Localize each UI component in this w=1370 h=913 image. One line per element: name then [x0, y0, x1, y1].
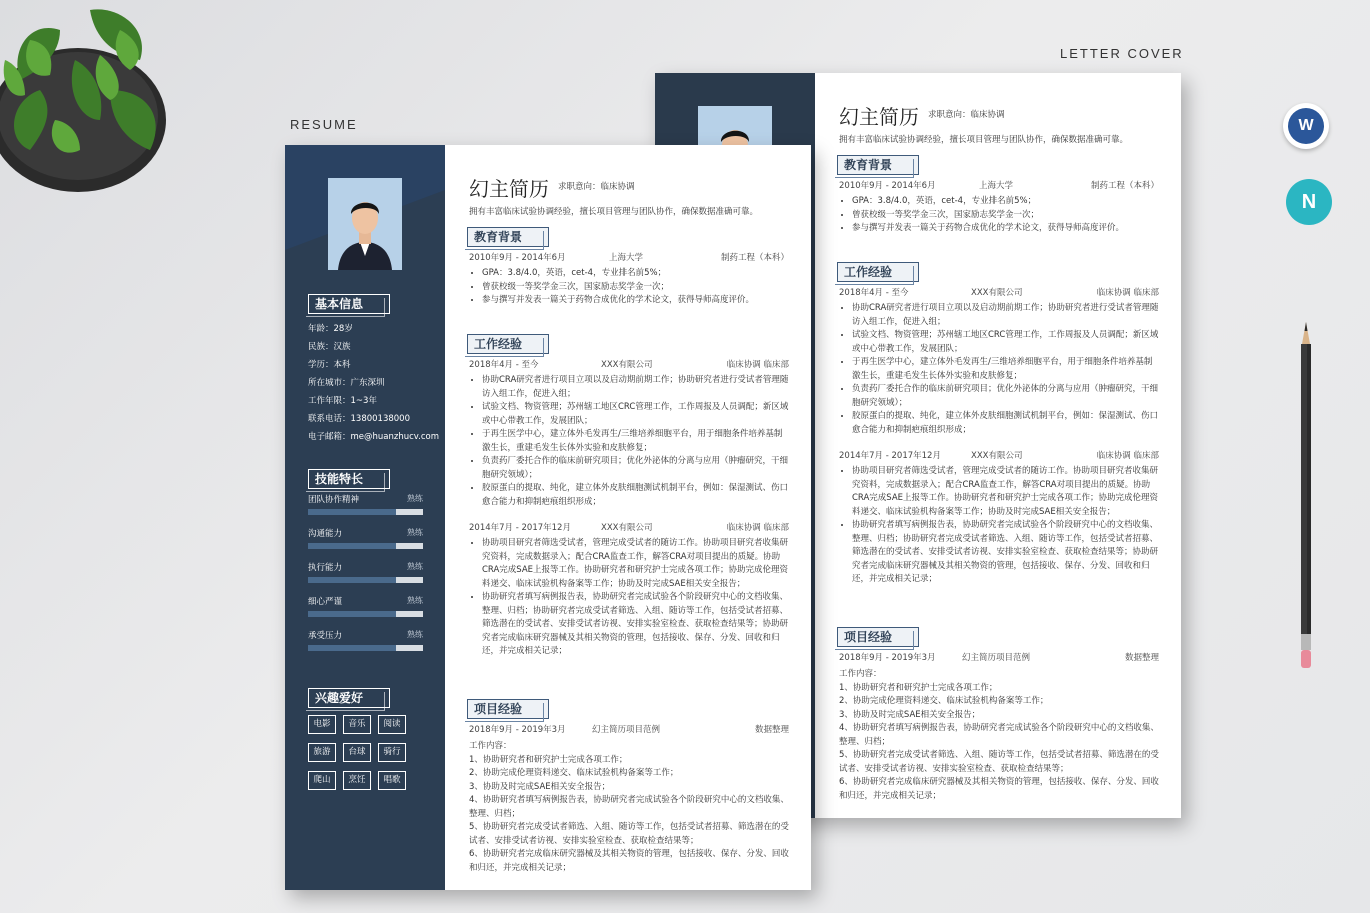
project-role: 数据整理: [754, 725, 789, 735]
back-work-heading: 工作经验: [837, 262, 919, 282]
back-job1-list: [839, 302, 1159, 437]
back-summary: 拥有丰富临床试验协调经验，擅长项目管理与团队协作，确保数据准确可靠。: [839, 135, 1129, 145]
list-item: • 协助CRA研究者进行项目立项以及启动期前期工作；协助研究者进行受试者管理随访入组工作，促进入组；: [482, 374, 789, 401]
list-item: • 协助研究者填写病例报告表，协助研究者完成试验各个阶段研究中心的文档收集、整理、归档；协助研究者完成受试者筛选、入组、随访等工作，包括受试者招募、筛选潜在的受试者、安排受试者访视、安排实验室检查、获取检查结果等；协助研究者完成临床研究器械及其相关物资的管理，包括接收、保存、分发、回收和归还，并完成相关记录；: [852, 519, 1159, 587]
job2-role: 临床协调 临床部: [726, 523, 789, 533]
skill-item: [308, 629, 423, 663]
list-item: 2、协助完成伦理资料递交、临床试验机构备案等工作；: [839, 696, 1049, 706]
back-education-school: 上海大学: [979, 181, 1014, 191]
hobbies-grid: [308, 715, 418, 790]
skill-level: 熟练: [407, 528, 423, 537]
list-item: 6、协助研究者完成临床研究器械及其相关物资的管理，包括接收、保存、分发、回收和归还，并完成相关记录；: [469, 849, 789, 873]
job1-role: 临床协调 临床部: [726, 360, 789, 370]
list-item: • 胶原蛋白的提取、纯化，建立体外皮肤细胞测试机制平台，例如：保湿测试、伤口愈合能力和抑制疤痕组织形成；: [482, 482, 789, 509]
info-years: 工作年限：1~3年: [308, 396, 377, 406]
list-item: • 协助项目研究者筛选受试者，管理完成受试者的随访工作。协助项目研究者收集研究资料，完成数据录入；配合CRA监查工作，解答CRA对项目提出的质疑。协助CRA完成SAE上报等工作。协助研究者和研究护士完成各项工作；协助完成伦理资料递交、临床试验机构备案等工作；协助及时完成SAE相关安全报告；: [482, 537, 789, 591]
skill-bar: [308, 509, 423, 515]
skill-bar: [308, 611, 423, 617]
back-job2-list: [839, 465, 1159, 587]
education-period: 2010年9月 - 2014年6月: [469, 253, 566, 263]
skill-name: 细心严谨: [308, 597, 343, 607]
list-item: • 于再生医学中心，建立体外毛发再生/三维培养细胞平台，用于细胞条件培养基制激生长，重建毛发生长体外实验和皮肤修复；: [482, 428, 789, 455]
job1-company: XXX有限公司: [601, 360, 653, 370]
job2-company: XXX有限公司: [601, 523, 653, 533]
work-heading: 工作经验: [467, 334, 549, 354]
list-item: • 负责药厂委托合作的临床前研究项目；优化外泌体的分离与应用（肿瘤研究，干细胞研究领域）；: [852, 383, 1159, 410]
list-item: 6、协助研究者完成临床研究器械及其相关物资的管理，包括接收、保存、分发、回收和归还，并完成相关记录；: [839, 777, 1159, 801]
word-app-icon[interactable]: [1283, 103, 1329, 149]
resume-title: 幻主简历: [469, 177, 549, 201]
list-item: 5、协助研究者完成受试者筛选、入组、随访等工作，包括受试者招募、筛选潜在的受试者、安排受试者访视、安排实验室检查、获取检查结果等；: [469, 822, 789, 846]
education-list: [469, 267, 789, 308]
job-intent: 求职意向：临床协调: [558, 182, 635, 192]
list-item: • 参与撰写并发表一篇关于药物合成优化的学术论文，获得导师高度评价。: [852, 222, 1159, 236]
list-item: • 协助研究者填写病例报告表，协助研究者完成试验各个阶段研究中心的文档收集、整理、归档；协助研究者完成受试者筛选、入组、随访等工作，包括受试者招募、筛选潜在的受试者、安排受试者访视、安排实验室检查、获取检查结果等；协助研究者完成临床研究器械及其相关物资的管理，包括接收、保存、分发、回收和归还，并完成相关记录；: [482, 591, 789, 659]
basic-info-list: [308, 320, 439, 446]
job1-list: [469, 374, 789, 509]
job1-period: 2018年4月 - 至今: [469, 360, 539, 370]
info-email: 电子邮箱：me@huanzhucv.com: [308, 432, 440, 442]
skill-bar: [308, 577, 423, 583]
profile-photo: [328, 178, 402, 270]
back-education-major: 制药工程（本科）: [1090, 181, 1159, 191]
hobby-tag: 旅游: [308, 743, 336, 762]
back-job2-company: XXX有限公司: [971, 451, 1023, 461]
skill-level: 熟练: [407, 494, 423, 503]
info-city: 所在城市：广东深圳: [308, 378, 385, 388]
hobby-tag: 台球: [343, 743, 371, 762]
list-item: 5、协助研究者完成受试者筛选、入组、随访等工作，包括受试者招募、筛选潜在的受试者、安排受试者访视、安排实验室检查、获取检查结果等；: [839, 750, 1159, 774]
project-name: 幻主简历项目范例: [592, 725, 661, 735]
list-item: 3、协助及时完成SAE相关安全报告；: [469, 781, 611, 792]
project-heading: 项目经验: [467, 699, 549, 719]
education-row: [469, 251, 789, 263]
skill-item: [308, 527, 423, 561]
hobby-tag: 阅读: [378, 715, 406, 734]
back-education-period: 2010年9月 - 2014年6月: [839, 181, 936, 191]
skills-list: [308, 493, 423, 663]
skill-bar: [308, 543, 423, 549]
summary: 拥有丰富临床试验协调经验，擅长项目管理与团队协作，确保数据准确可靠。: [469, 207, 759, 217]
skill-item: [308, 595, 423, 629]
back-project-period: 2018年9月 - 2019年3月: [839, 653, 936, 663]
hobbies-heading: 兴趣爱好: [308, 688, 390, 708]
back-job2-period: 2014年7月 - 2017年12月: [839, 451, 941, 461]
job2-row: [469, 521, 789, 533]
list-item: • 曾获校级一等奖学金三次，国家励志奖学金一次；: [852, 209, 1159, 223]
list-item: • 负责药厂委托合作的临床前研究项目；优化外泌体的分离与应用（肿瘤研究，干细胞研究领域）；: [482, 455, 789, 482]
back-project-details: [839, 668, 1159, 803]
project-row: [469, 723, 789, 735]
project-details: [469, 740, 789, 875]
list-item: • 于再生医学中心，建立体外毛发再生/三维培养细胞平台，用于细胞条件培养基制激生长，重建毛发生长体外实验和皮肤修复；: [852, 356, 1159, 383]
hobby-tag: 电影: [308, 715, 336, 734]
info-education: 学历：本科: [308, 360, 351, 370]
hobby-tag: 爬山: [308, 771, 336, 790]
skill-item: [308, 561, 423, 595]
back-education-list: [839, 195, 1159, 236]
job2-period: 2014年7月 - 2017年12月: [469, 523, 571, 533]
back-education-heading: 教育背景: [837, 155, 919, 175]
back-project-role: 数据整理: [1124, 653, 1159, 663]
skill-name: 承受压力: [308, 631, 343, 641]
back-project-row: [839, 651, 1159, 663]
list-item: 4、协助研究者填写病例报告表，协助研究者完成试验各个阶段研究中心的文档收集、整理、归档；: [839, 723, 1159, 747]
list-item: • GPA：3.8/4.0，英语，cet-4，专业排名前5%；: [482, 267, 789, 281]
resume-label: RESUME: [290, 117, 358, 132]
info-ethnicity: 民族：汉族: [308, 342, 351, 352]
list-item: 4、协助研究者填写病例报告表，协助研究者完成试验各个阶段研究中心的文档收集、整理、归档；: [469, 795, 789, 819]
list-item: • GPA：3.8/4.0，英语，cet-4，专业排名前5%；: [852, 195, 1159, 209]
back-project-heading: 项目经验: [837, 627, 919, 647]
note-app-icon[interactable]: [1286, 179, 1332, 225]
list-item: • 协助项目研究者筛选受试者，管理完成受试者的随访工作。协助项目研究者收集研究资料，完成数据录入；配合CRA监查工作，解答CRA对项目提出的质疑。协助CRA完成SAE上报等工作。协助研究者和研究护士完成各项工作；协助完成伦理资料递交、临床试验机构备案等工作；协助及时完成SAE相关安全报告；: [852, 465, 1159, 519]
list-item: • 试验文档、物资管理；苏州辖工地区CRC管理工作，工作周报及人员调配；新区域或中心带教工作，发展团队；: [852, 329, 1159, 356]
education-school: 上海大学: [609, 253, 644, 263]
list-item: • 胶原蛋白的提取、纯化，建立体外皮肤细胞测试机制平台，例如：保湿测试、伤口愈合能力和抑制疤痕组织形成；: [852, 410, 1159, 437]
skill-item: [308, 493, 423, 527]
job1-row: [469, 358, 789, 370]
resume-sidebar: [285, 145, 445, 890]
list-item: 1、协助研究者和研究护士完成各项工作；: [839, 682, 998, 693]
potted-plant-image: [0, 0, 175, 195]
info-phone: 联系电话：13800138000: [308, 414, 410, 424]
list-item: 1、协助研究者和研究护士完成各项工作；: [469, 754, 628, 765]
hobby-tag: 骑行: [378, 743, 406, 762]
back-education-row: [839, 179, 1159, 191]
skill-level: 熟练: [407, 596, 423, 605]
back-project-name: 幻主简历项目范例: [962, 653, 1031, 663]
back-job2-role: 临床协调 临床部: [1096, 451, 1159, 461]
back-main: [815, 73, 1181, 818]
back-job1-row: [839, 286, 1159, 298]
list-item: • 试验文档、物资管理；苏州辖工地区CRC管理工作，工作周报及人员调配；新区域或中心带教工作，发展团队；: [482, 401, 789, 428]
skill-name: 沟通能力: [308, 529, 343, 539]
skill-bar: [308, 645, 423, 651]
project-intro: 工作内容：: [469, 741, 512, 751]
back-job2-row: [839, 449, 1159, 461]
letter-cover-label: LETTER COVER: [1060, 46, 1184, 61]
basic-info-heading: 基本信息: [308, 294, 390, 314]
education-major: 制药工程（本科）: [720, 253, 789, 263]
info-age: 年龄：28岁: [308, 324, 353, 334]
skills-heading: 技能特长: [308, 469, 390, 489]
list-item: • 参与撰写并发表一篇关于药物合成优化的学术论文，获得导师高度评价。: [482, 294, 789, 308]
skill-name: 执行能力: [308, 563, 343, 573]
resume-page: [285, 145, 811, 890]
hobby-tag: 烹饪: [343, 771, 371, 790]
list-item: 2、协助完成伦理资料递交、临床试验机构备案等工作；: [469, 768, 679, 778]
job2-list: [469, 537, 789, 659]
list-item: 3、协助及时完成SAE相关安全报告；: [839, 709, 981, 720]
hobby-tag: 唱歌: [378, 771, 406, 790]
project-period: 2018年9月 - 2019年3月: [469, 725, 566, 735]
word-letter: W: [1288, 108, 1324, 144]
skill-level: 熟练: [407, 630, 423, 639]
pencil-image: [1296, 322, 1316, 670]
back-job1-role: 临床协调 临床部: [1096, 288, 1159, 298]
back-resume-title: 幻主简历: [839, 105, 919, 129]
skill-name: 团队协作精神: [308, 495, 360, 505]
skill-level: 熟练: [407, 562, 423, 571]
back-job1-company: XXX有限公司: [971, 288, 1023, 298]
resume-main: [445, 145, 811, 890]
education-heading: 教育背景: [467, 227, 549, 247]
back-project-intro: 工作内容：: [839, 669, 882, 679]
list-item: • 曾获校级一等奖学金三次，国家励志奖学金一次；: [482, 281, 789, 295]
note-letter: N: [1301, 191, 1317, 213]
back-job1-period: 2018年4月 - 至今: [839, 288, 909, 298]
hobby-tag: 音乐: [343, 715, 371, 734]
list-item: • 协助CRA研究者进行项目立项以及启动期前期工作；协助研究者进行受试者管理随访入组工作，促进入组；: [852, 302, 1159, 329]
back-job-intent: 求职意向：临床协调: [928, 110, 1005, 120]
